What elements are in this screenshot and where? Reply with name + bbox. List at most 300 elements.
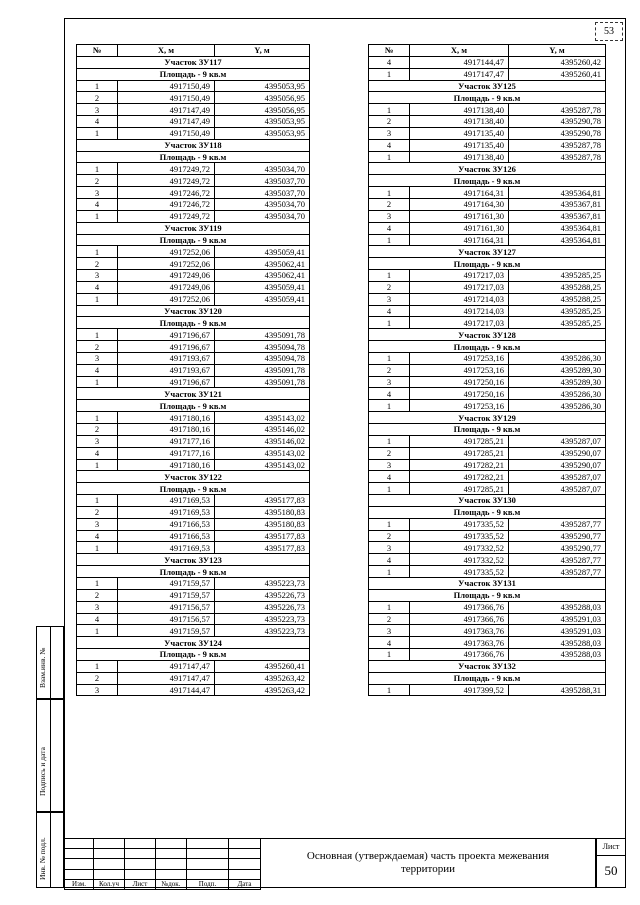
point-number: 3 [369,127,410,139]
y-coordinate: 4395290,78 [509,127,606,139]
area-label: Площадь - 9 кв.м [77,68,310,80]
parcel-title-row [369,660,606,672]
point-number: 1 [369,270,410,282]
point-number: 2 [77,424,118,436]
point-number: 4 [77,281,118,293]
table-row [369,222,606,234]
x-coordinate: 4917135,40 [410,127,509,139]
point-number: 1 [77,210,118,222]
x-coordinate: 4917366,76 [410,649,509,661]
point-number: 4 [369,554,410,566]
point-number: 2 [369,198,410,210]
y-coordinate: 4395290,07 [509,459,606,471]
y-coordinate: 4395263,42 [215,684,310,696]
point-number: 1 [369,649,410,661]
point-number: 2 [369,281,410,293]
x-coordinate: 4917159,57 [118,577,215,589]
y-coordinate: 4395062,41 [215,258,310,270]
document-title: Основная (утверждаемая) часть проекта межевания территории [260,838,596,888]
table-row [369,483,606,495]
parcel-title-row [369,495,606,507]
point-number: 2 [369,613,410,625]
x-coordinate: 4917147,47 [118,660,215,672]
table-row [369,187,606,199]
y-coordinate: 4395289,30 [509,364,606,376]
parcel-title-row [369,412,606,424]
x-coordinate: 4917147,47 [118,672,215,684]
page-marker: 53 [595,22,623,41]
area-label: Площадь - 9 кв.м [77,151,310,163]
parcel-title-row [369,80,606,92]
point-number: 3 [369,376,410,388]
x-coordinate: 4917161,30 [410,222,509,234]
title-col-sheet: Лист [125,879,156,889]
x-coordinate: 4917214,03 [410,305,509,317]
parcel-title: Участок ЗУ119 [77,222,310,234]
table-row [369,684,606,696]
x-coordinate: 4917147,47 [410,68,509,80]
y-coordinate: 4395062,41 [215,270,310,282]
x-coordinate: 4917285,21 [410,483,509,495]
point-number: 1 [77,660,118,672]
x-coordinate: 4917332,52 [410,554,509,566]
x-coordinate: 4917169,53 [118,542,215,554]
y-coordinate: 4395288,03 [509,601,606,613]
table-row [369,116,606,128]
table-row [369,210,606,222]
table-row [369,293,606,305]
area-label-row [77,400,310,412]
area-label: Площадь - 9 кв.м [369,424,606,436]
x-coordinate: 4917135,40 [410,139,509,151]
table-row [77,352,310,364]
y-coordinate: 4395291,03 [509,625,606,637]
parcel-title: Участок ЗУ125 [369,80,606,92]
y-coordinate: 4395288,31 [509,684,606,696]
x-coordinate: 4917164,30 [410,198,509,210]
y-coordinate: 4395059,41 [215,246,310,258]
y-coordinate: 4395288,03 [509,637,606,649]
area-label-row [77,317,310,329]
point-number: 1 [77,80,118,92]
x-coordinate: 4917144,47 [410,56,509,68]
parcel-title: Участок ЗУ118 [77,139,310,151]
point-number: 1 [369,317,410,329]
y-coordinate: 4395223,73 [215,625,310,637]
x-coordinate: 4917217,03 [410,317,509,329]
point-number: 4 [369,56,410,68]
y-coordinate: 4395177,83 [215,530,310,542]
y-coordinate: 4395287,07 [509,435,606,447]
x-coordinate: 4917366,76 [410,601,509,613]
parcel-title: Участок ЗУ127 [369,246,606,258]
y-coordinate: 4395287,78 [509,151,606,163]
table-row [369,459,606,471]
table-row [369,317,606,329]
x-coordinate: 4917150,49 [118,80,215,92]
table-row [77,127,310,139]
parcel-title: Участок ЗУ121 [77,388,310,400]
x-coordinate: 4917159,57 [118,625,215,637]
point-number: 3 [77,187,118,199]
y-coordinate: 4395091,78 [215,329,310,341]
y-coordinate: 4395146,02 [215,435,310,447]
x-coordinate: 4917196,67 [118,341,215,353]
table-row [369,198,606,210]
y-coordinate: 4395290,77 [509,542,606,554]
table-row [77,412,310,424]
parcel-title-row [77,554,310,566]
sheet-box [596,838,626,888]
table-row [77,684,310,696]
area-label: Площадь - 9 кв.м [77,566,310,578]
title-col-change: Изм. [65,879,94,889]
point-number: 1 [369,352,410,364]
table-row [369,68,606,80]
y-coordinate: 4395053,95 [215,80,310,92]
x-coordinate: 4917249,06 [118,281,215,293]
x-coordinate: 4917282,21 [410,459,509,471]
y-coordinate: 4395364,81 [509,234,606,246]
parcel-title-row [369,163,606,175]
point-number: 4 [369,637,410,649]
x-coordinate: 4917177,16 [118,447,215,459]
table-row [77,281,310,293]
y-coordinate: 4395091,78 [215,376,310,388]
point-number: 1 [77,625,118,637]
title-col-doc: №док. [156,879,187,889]
y-coordinate: 4395287,78 [509,139,606,151]
table-row [77,672,310,684]
point-number: 4 [77,116,118,128]
x-coordinate: 4917250,16 [410,376,509,388]
parcel-title: Участок ЗУ128 [369,329,606,341]
y-coordinate: 4395226,73 [215,601,310,613]
y-coordinate: 4395260,41 [215,660,310,672]
x-coordinate: 4917159,57 [118,589,215,601]
point-number: 3 [77,352,118,364]
point-number: 1 [77,459,118,471]
parcel-title-row [369,329,606,341]
point-number: 1 [77,412,118,424]
point-number: 1 [77,495,118,507]
area-label-row [369,672,606,684]
area-label: Площадь - 9 кв.м [77,234,310,246]
point-number: 2 [77,589,118,601]
table-row [369,566,606,578]
y-coordinate: 4395056,95 [215,104,310,116]
table-row [77,376,310,388]
parcel-title-row [77,305,310,317]
y-coordinate: 4395056,95 [215,92,310,104]
parcel-title: Участок ЗУ131 [369,577,606,589]
point-number: 3 [77,518,118,530]
point-number: 1 [369,684,410,696]
point-number: 1 [369,187,410,199]
point-number: 4 [77,364,118,376]
table-row [77,116,310,128]
area-label: Площадь - 9 кв.м [369,506,606,518]
area-label-row [77,649,310,661]
x-coordinate: 4917246,72 [118,187,215,199]
table-row [77,210,310,222]
table-row [77,80,310,92]
y-coordinate: 4395287,07 [509,471,606,483]
area-label-row [369,92,606,104]
header-y: Y, м [215,45,310,57]
y-coordinate: 4395364,81 [509,187,606,199]
y-coordinate: 4395287,77 [509,518,606,530]
table-row [369,471,606,483]
point-number: 1 [369,601,410,613]
table-row [369,625,606,637]
table-row [369,530,606,542]
point-number: 3 [77,104,118,116]
point-number: 3 [369,293,410,305]
y-coordinate: 4395288,25 [509,293,606,305]
table-row [369,104,606,116]
point-number: 4 [369,222,410,234]
margin-label-inv-original: Инв. № подл. [38,837,47,880]
y-coordinate: 4395287,78 [509,104,606,116]
x-coordinate: 4917147,49 [118,104,215,116]
y-coordinate: 4395287,07 [509,483,606,495]
x-coordinate: 4917250,16 [410,388,509,400]
x-coordinate: 4917399,52 [410,684,509,696]
table-row [77,495,310,507]
point-number: 1 [369,151,410,163]
area-label: Площадь - 9 кв.м [369,672,606,684]
y-coordinate: 4395180,83 [215,518,310,530]
point-number: 1 [77,577,118,589]
y-coordinate: 4395053,95 [215,127,310,139]
parcel-title: Участок ЗУ122 [77,471,310,483]
table-row [77,435,310,447]
y-coordinate: 4395291,03 [509,613,606,625]
area-label: Площадь - 9 кв.м [369,589,606,601]
table-row [77,329,310,341]
point-number: 3 [369,210,410,222]
title-col-sign: Подп. [187,879,229,889]
x-coordinate: 4917166,53 [118,530,215,542]
margin-label-replace-inv: Взам.инв. № [38,647,47,688]
parcel-title-row [77,139,310,151]
x-coordinate: 4917147,49 [118,116,215,128]
point-number: 3 [77,601,118,613]
y-coordinate: 4395285,25 [509,317,606,329]
table-row [369,542,606,554]
parcel-title: Участок ЗУ130 [369,495,606,507]
table-row [77,163,310,175]
area-label: Площадь - 9 кв.м [77,649,310,661]
parcel-title-row [77,471,310,483]
x-coordinate: 4917180,16 [118,459,215,471]
area-label-row [77,234,310,246]
table-row [77,198,310,210]
area-label: Площадь - 9 кв.м [77,400,310,412]
x-coordinate: 4917246,72 [118,198,215,210]
y-coordinate: 4395288,03 [509,649,606,661]
y-coordinate: 4395289,30 [509,376,606,388]
y-coordinate: 4395034,70 [215,163,310,175]
header-x: X, м [118,45,215,57]
margin-label-signature-date: Подпись и дата [38,747,47,796]
point-number: 1 [369,483,410,495]
table-row [369,554,606,566]
y-coordinate: 4395290,07 [509,447,606,459]
area-label: Площадь - 9 кв.м [369,258,606,270]
parcel-title: Участок ЗУ123 [77,554,310,566]
title-col-count: Кол.уч [94,879,125,889]
table-row [369,270,606,282]
x-coordinate: 4917138,40 [410,151,509,163]
table-row [369,281,606,293]
x-coordinate: 4917193,67 [118,364,215,376]
table-row [369,435,606,447]
table-row [77,518,310,530]
table-row [77,187,310,199]
point-number: 4 [369,305,410,317]
table-row [369,364,606,376]
x-coordinate: 4917363,76 [410,637,509,649]
x-coordinate: 4917335,52 [410,518,509,530]
table-row [77,542,310,554]
point-number: 4 [77,530,118,542]
table-row [77,364,310,376]
y-coordinate: 4395226,73 [215,589,310,601]
point-number: 1 [369,68,410,80]
point-number: 3 [77,270,118,282]
point-number: 1 [77,376,118,388]
table-row [369,637,606,649]
header-point-number: № [369,45,410,57]
point-number: 1 [77,163,118,175]
y-coordinate: 4395223,73 [215,613,310,625]
x-coordinate: 4917285,21 [410,447,509,459]
x-coordinate: 4917144,47 [118,684,215,696]
x-coordinate: 4917180,16 [118,412,215,424]
x-coordinate: 4917138,40 [410,116,509,128]
table-row [369,518,606,530]
point-number: 1 [77,293,118,305]
header-y: Y, м [509,45,606,57]
point-number: 1 [369,234,410,246]
x-coordinate: 4917180,16 [118,424,215,436]
area-label: Площадь - 9 кв.м [369,341,606,353]
table-row [77,270,310,282]
y-coordinate: 4395367,81 [509,198,606,210]
table-row [77,424,310,436]
header-point-number: № [77,45,118,57]
table-row [77,506,310,518]
y-coordinate: 4395287,77 [509,566,606,578]
area-label-row [77,483,310,495]
x-coordinate: 4917177,16 [118,435,215,447]
point-number: 1 [77,127,118,139]
table-row [77,246,310,258]
x-coordinate: 4917282,21 [410,471,509,483]
table-row [369,649,606,661]
table-row [369,400,606,412]
point-number: 1 [369,435,410,447]
point-number: 3 [369,459,410,471]
table-row [369,151,606,163]
parcel-title-row [77,388,310,400]
point-number: 2 [77,92,118,104]
y-coordinate: 4395143,02 [215,412,310,424]
y-coordinate: 4395094,78 [215,352,310,364]
area-label-row [77,566,310,578]
table-row [369,376,606,388]
x-coordinate: 4917249,72 [118,210,215,222]
table-row [369,139,606,151]
point-number: 2 [77,506,118,518]
x-coordinate: 4917156,57 [118,601,215,613]
x-coordinate: 4917252,06 [118,246,215,258]
title-block [64,838,626,888]
table-header-row [369,45,606,57]
x-coordinate: 4917150,49 [118,92,215,104]
parcel-title-row [369,246,606,258]
y-coordinate: 4395290,77 [509,530,606,542]
point-number: 1 [369,400,410,412]
sheet-label: Лист [597,839,625,856]
table-row [77,459,310,471]
x-coordinate: 4917285,21 [410,435,509,447]
title-block-grid [64,838,261,890]
y-coordinate: 4395059,41 [215,281,310,293]
y-coordinate: 4395290,78 [509,116,606,128]
x-coordinate: 4917217,03 [410,281,509,293]
parcel-title-row [369,577,606,589]
y-coordinate: 4395034,70 [215,198,310,210]
y-coordinate: 4395143,02 [215,447,310,459]
parcel-title: Участок ЗУ132 [369,660,606,672]
y-coordinate: 4395059,41 [215,293,310,305]
x-coordinate: 4917253,16 [410,400,509,412]
x-coordinate: 4917196,67 [118,376,215,388]
y-coordinate: 4395094,78 [215,341,310,353]
parcel-title-row [77,637,310,649]
parcel-title: Участок ЗУ117 [77,56,310,68]
x-coordinate: 4917332,52 [410,542,509,554]
area-label-row [369,175,606,187]
table-row [369,56,606,68]
x-coordinate: 4917161,30 [410,210,509,222]
point-number: 2 [369,364,410,376]
y-coordinate: 4395288,25 [509,281,606,293]
x-coordinate: 4917169,53 [118,495,215,507]
point-number: 1 [77,246,118,258]
point-number: 2 [369,116,410,128]
x-coordinate: 4917335,52 [410,530,509,542]
table-row [77,258,310,270]
point-number: 4 [77,613,118,625]
y-coordinate: 4395053,95 [215,116,310,128]
x-coordinate: 4917217,03 [410,270,509,282]
table-row [369,352,606,364]
x-coordinate: 4917252,06 [118,258,215,270]
x-coordinate: 4917193,67 [118,352,215,364]
parcel-title-row [77,56,310,68]
table-row [77,625,310,637]
parcel-title: Участок ЗУ129 [369,412,606,424]
x-coordinate: 4917214,03 [410,293,509,305]
area-label-row [369,589,606,601]
point-number: 4 [77,198,118,210]
parcel-title: Участок ЗУ124 [77,637,310,649]
point-number: 3 [77,435,118,447]
